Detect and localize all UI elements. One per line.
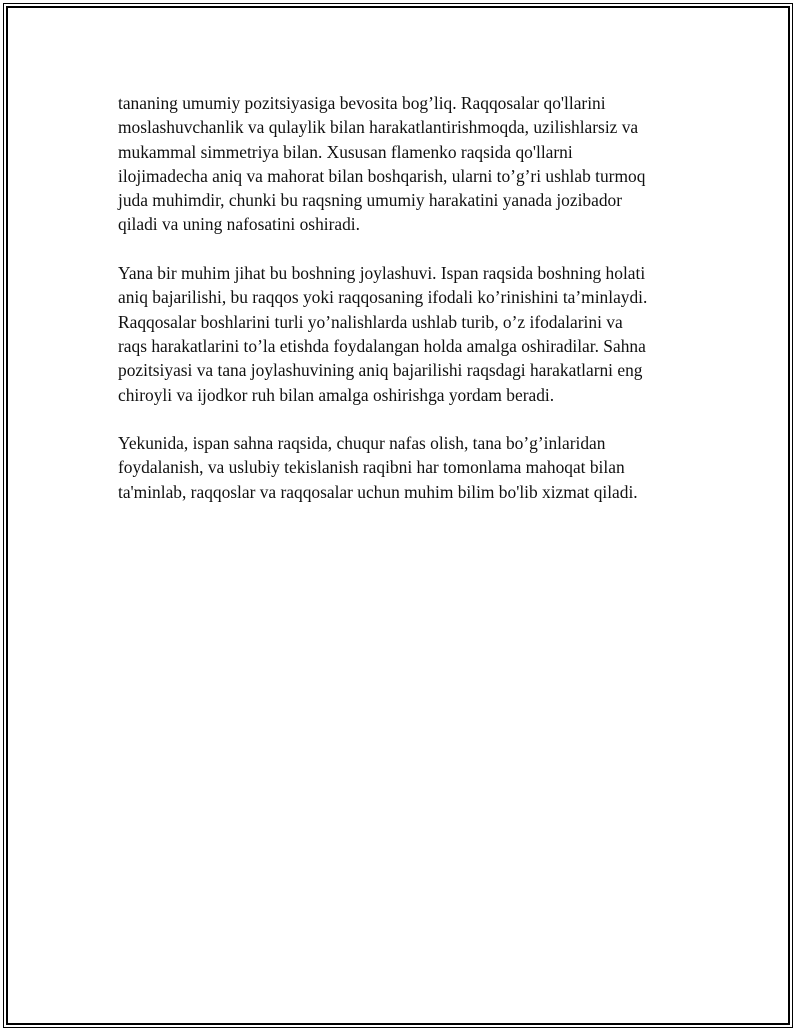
paragraph-hand-positioning: tananing umumiy pozitsiyasiga bevosita bog’liq. Raqqosalar qo'llarini moslashuvchanlik va qulaylik bilan harakatlantirishmoqda, uzilishlarsiz va mukammal simmetriya bilan. Xususan flamenko raqsida qo'llarni ilojimadecha aniq va mahorat bilan boshqarish, ularni to’g’ri ushlab turmoq juda muhimdir, chunki bu raqsning umumiy harakatini yanada jozibador qiladi va uning nafosatini oshiradi. xyxy=(118,93,646,235)
paragraph-head-position: Yana bir muhim jihat bu boshning joylashuvi. Ispan raqsida boshning holati aniq bajarilishi, bu raqqos yoki raqqosaning ifodali ko’rinishini ta’minlaydi. Raqqosalar boshlarini turli yo’nalishlarda ushlab turib, o’z ifodalarini va raqs harakatlarini to’la etishda foydalangan holda amalga oshiradilar. Sahna pozitsiyasi va tana joylashuvining aniq bajarilishi raqsdagi harakatlarni eng chiroyli va ijodkor ruh bilan amalga oshirishga yordam beradi. xyxy=(118,263,648,405)
document-body xyxy=(118,91,688,528)
paragraph-conclusion: Yekunida, ispan sahna raqsida, chuqur nafas olish, tana bo’g’inlaridan foydalanish, va uslubiy tekislanish raqibni har tomonlama mahoqat bilan ta'minlab, raqqoslar va raqqosalar uchun muhim bilim bo'lib xizmat qiladi. xyxy=(118,433,638,502)
